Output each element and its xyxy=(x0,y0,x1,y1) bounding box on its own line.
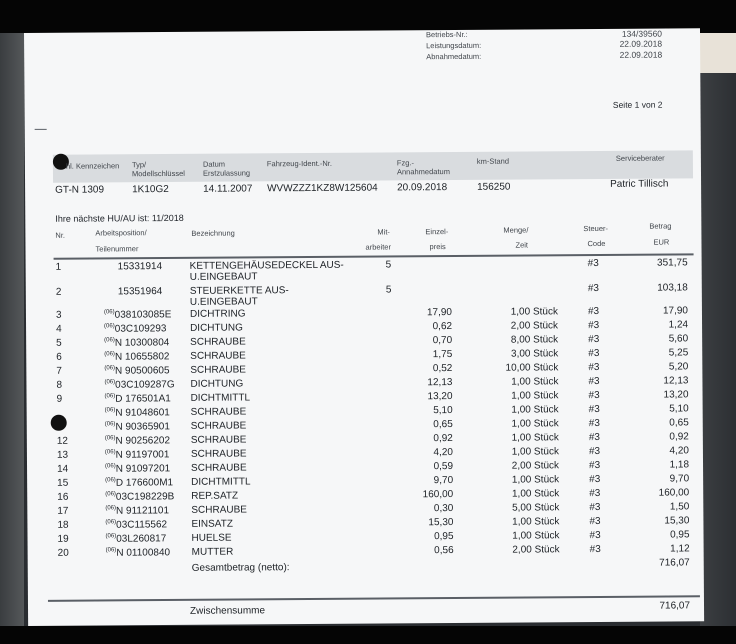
row-qty: 2,00 Stück xyxy=(512,544,560,556)
row-part xyxy=(104,323,194,335)
row-amount: 12,13 xyxy=(663,375,689,387)
row-code: #3 xyxy=(588,417,600,430)
row-amount: 15,30 xyxy=(664,515,690,527)
row-nr: 9 xyxy=(56,393,63,405)
row-price: 5,10 xyxy=(433,405,453,417)
row-qty: 2,00 Stück xyxy=(510,320,559,332)
row-part-number: 15351964 xyxy=(117,286,163,298)
row-nr: 19 xyxy=(57,533,69,545)
row-code: #3 xyxy=(589,473,601,486)
col-steuer-1: Steuer- xyxy=(583,223,609,234)
row-amount: 1,50 xyxy=(669,501,690,513)
row-amount: 5,10 xyxy=(669,403,689,415)
row-part-number: 03C198229B xyxy=(115,491,175,503)
row-code: #3 xyxy=(587,282,599,295)
row-amount: 103,18 xyxy=(657,282,688,294)
row-part-number: 03C109293 xyxy=(114,323,167,335)
row-nr: 7 xyxy=(56,365,62,377)
row-prefix: (06) xyxy=(104,337,115,344)
row-prefix: (06) xyxy=(105,477,116,484)
row-price: 0,95 xyxy=(434,531,454,543)
row-prefix: (06) xyxy=(105,491,116,498)
row-desc1: REP.SATZ xyxy=(191,490,239,502)
row-desc2: U.EINGEBAUT xyxy=(189,271,258,283)
row-part-number: 03C109287G xyxy=(115,379,175,391)
row-nr: 5 xyxy=(56,337,62,349)
row-amount: 0,95 xyxy=(670,529,690,541)
row-price: 0,56 xyxy=(434,545,454,557)
abnahme-value: 22.09.2018 xyxy=(619,49,663,60)
row-prefix: (06) xyxy=(104,421,116,428)
row-part-number: 03C115562 xyxy=(116,519,168,531)
row-part-number: D 176501A1 xyxy=(115,393,171,405)
row-code: #3 xyxy=(589,529,601,542)
row-part-number: N 91197001 xyxy=(115,449,170,461)
row-prefix: (06) xyxy=(104,323,115,330)
row-code: #3 xyxy=(588,445,601,458)
fold-mark xyxy=(35,129,47,130)
row-nr: 4 xyxy=(56,323,62,335)
km-header: km-Stand xyxy=(476,156,510,166)
row-amount: 160,00 xyxy=(658,487,690,499)
leistung-value: 22.09.2018 xyxy=(619,38,663,49)
service-value: Patric Tillisch xyxy=(610,178,669,190)
row-prefix: (06) xyxy=(105,505,117,512)
row-nr: 6 xyxy=(56,351,62,363)
col-steuer-2: Code xyxy=(587,238,606,249)
row-nr: 17 xyxy=(57,505,69,517)
col-pos-2: Teilenummer xyxy=(95,244,139,254)
col-bez: Bezeichnung xyxy=(191,228,235,238)
row-desc1: SCHRAUBE xyxy=(190,406,247,418)
row-mit: 5 xyxy=(385,259,392,271)
row-desc1: EINSATZ xyxy=(191,518,233,530)
row-price: 4,20 xyxy=(433,447,453,459)
betriebs-value: 134/39560 xyxy=(621,28,663,39)
row-price: 0,52 xyxy=(432,363,453,375)
row-part xyxy=(105,435,195,447)
row-price: 0,30 xyxy=(433,503,454,515)
gesamt-label: Gesamtbetrag (netto): xyxy=(191,562,290,574)
datum-value: 14.11.2007 xyxy=(203,183,253,195)
row-price: 0,70 xyxy=(432,335,453,347)
fzg-value: 20.09.2018 xyxy=(397,182,448,194)
row-prefix: (06) xyxy=(104,407,116,414)
row-part xyxy=(104,379,194,391)
row-part-number: 03L260817 xyxy=(116,533,167,545)
row-prefix: (06) xyxy=(104,393,116,400)
row-desc2: U.EINGEBAUT xyxy=(189,296,258,308)
row-prefix: (06) xyxy=(104,351,115,358)
row-desc1: SCHRAUBE xyxy=(190,434,247,446)
row-part xyxy=(105,449,195,461)
row-price: 9,70 xyxy=(433,475,454,487)
row-amount: 9,70 xyxy=(669,473,690,485)
row-nr: 15 xyxy=(57,477,69,489)
background-right xyxy=(700,33,736,626)
row-prefix: (06) xyxy=(104,379,116,386)
row-prefix: (06) xyxy=(105,519,117,526)
row-code: #3 xyxy=(588,375,600,388)
row-price: 15,30 xyxy=(428,517,454,529)
row-desc1: SCHRAUBE xyxy=(190,336,246,348)
row-code: #3 xyxy=(587,257,599,270)
row-amount: 0,65 xyxy=(669,417,689,429)
col-betrag-2: EUR xyxy=(653,237,670,247)
row-qty: 1,00 Stück xyxy=(511,418,559,430)
row-part-number: N 91048601 xyxy=(115,407,170,419)
row-nr: 16 xyxy=(57,491,69,503)
col-mit-1: Mit- xyxy=(377,227,390,237)
row-prefix: (06) xyxy=(105,463,116,470)
row-nr: 1 xyxy=(55,261,62,273)
row-price: 0,65 xyxy=(433,419,453,431)
row-part xyxy=(104,365,194,377)
row-part xyxy=(105,491,195,503)
row-price: 0,62 xyxy=(432,321,453,333)
zwischen-label: Zwischensumme xyxy=(190,605,266,617)
row-code: #3 xyxy=(588,389,600,402)
row-desc1: SCHRAUBE xyxy=(190,420,247,432)
row-desc1: SCHRAUBE xyxy=(191,462,247,474)
row-code: #3 xyxy=(588,431,601,444)
abnahme-label: Abnahmedatum: xyxy=(426,51,482,62)
row-qty: 1,00 Stück xyxy=(511,432,559,444)
row-code: #3 xyxy=(589,501,601,514)
row-part xyxy=(105,393,195,405)
row-price: 13,20 xyxy=(427,391,453,403)
row-qty: 1,00 Stück xyxy=(511,474,560,486)
subtotal-divider xyxy=(48,595,700,601)
row-qty: 1,00 Stück xyxy=(511,488,560,500)
row-desc1: MUTTER xyxy=(191,546,234,558)
row-qty: 5,00 Stück xyxy=(512,502,560,514)
row-price: 1,75 xyxy=(432,349,453,361)
row-code: #3 xyxy=(589,487,601,500)
row-amount: 0,92 xyxy=(669,431,689,443)
row-nr: 18 xyxy=(57,519,69,531)
row-prefix: (06) xyxy=(105,533,117,540)
row-part-number: N 91121101 xyxy=(115,505,170,517)
row-amount: 351,75 xyxy=(656,257,688,269)
row-part-number: 15331914 xyxy=(117,261,163,273)
typ-header: Typ/ Modellschlüssel xyxy=(131,160,185,179)
row-mit: 5 xyxy=(385,284,392,296)
row-nr: 14 xyxy=(57,463,69,475)
row-qty: 1,00 Stück xyxy=(512,516,560,528)
row-amount: 5,60 xyxy=(668,333,689,345)
row-qty: 3,00 Stück xyxy=(510,348,559,360)
fin-header: Fahrzeug-Ident.-Nr. xyxy=(266,158,332,169)
gesamt-value: 716,07 xyxy=(659,557,690,569)
row-qty: 1,00 Stück xyxy=(511,404,559,416)
row-prefix: (06) xyxy=(104,449,116,456)
row-code: #3 xyxy=(588,347,600,360)
row-part-number: N 91097201 xyxy=(115,463,171,475)
row-prefix: (06) xyxy=(103,309,115,316)
row-code: #3 xyxy=(588,319,600,332)
col-pos-1: Arbeitsposition/ xyxy=(95,228,147,238)
fzg-header: Fzg.- Annahmedatum xyxy=(396,158,450,177)
row-amount: 4,20 xyxy=(669,445,689,457)
col-mit-2: arbeiter xyxy=(365,242,391,252)
row-qty: 10,00 Stück xyxy=(505,362,559,374)
row-desc1: SCHRAUBE xyxy=(190,350,246,362)
row-price: 12,13 xyxy=(427,377,453,389)
row-desc1: DICHTMITTL xyxy=(190,392,251,404)
row-amount: 13,20 xyxy=(663,389,689,401)
row-prefix: (06) xyxy=(104,365,116,372)
service-header: Serviceberater xyxy=(615,153,665,163)
row-part xyxy=(106,547,196,559)
row-amount: 5,20 xyxy=(668,361,689,373)
row-desc1: SCHRAUBE xyxy=(191,504,247,516)
row-code: #3 xyxy=(588,333,600,346)
row-code: #3 xyxy=(588,403,600,416)
betriebs-label: Betriebs-Nr.: xyxy=(425,29,468,40)
col-einzel-1: Einzel- xyxy=(425,227,449,237)
col-menge-1: Menge/ xyxy=(503,225,529,235)
row-part-number: N 10655802 xyxy=(114,351,170,363)
row-price: 160,00 xyxy=(422,489,454,501)
datum-header: Datum Erstzulassung xyxy=(202,159,251,178)
row-qty: 1,00 Stück xyxy=(510,306,558,318)
row-code: #3 xyxy=(588,459,601,472)
row-part-number: N 01100840 xyxy=(116,547,171,559)
col-menge-2: Zeit xyxy=(515,240,529,250)
row-desc1: DICHTUNG xyxy=(190,378,244,390)
row-desc1: STEUERKETTE AUS- xyxy=(189,285,289,297)
row-part-number: N 90256202 xyxy=(115,435,171,447)
row-desc1: SCHRAUBE xyxy=(190,364,246,376)
zwischen-value: 716,07 xyxy=(659,600,691,612)
row-nr: 8 xyxy=(56,379,63,391)
background-left xyxy=(0,33,24,626)
row-part-number: 038103085E xyxy=(114,309,172,321)
invoice-paper xyxy=(24,28,704,626)
row-desc1: KETTENGEHÄUSEDECKEL AUS- xyxy=(189,259,344,272)
row-qty: 2,00 Stück xyxy=(511,460,560,472)
row-price: 0,92 xyxy=(433,433,453,445)
col-nr: Nr. xyxy=(55,230,66,240)
row-qty: 1,00 Stück xyxy=(511,390,559,402)
row-qty xyxy=(470,283,558,284)
page-number: Seite 1 von 2 xyxy=(612,99,663,110)
row-code: #3 xyxy=(589,515,601,528)
row-part xyxy=(105,463,195,475)
row-part xyxy=(104,309,194,321)
row-price: 17,90 xyxy=(426,307,453,319)
next-hu-text: Ihre nächste HU/AU ist: 11/2018 xyxy=(55,212,184,224)
row-part xyxy=(104,351,194,363)
row-part xyxy=(105,407,195,419)
fin-value: WVWZZZ1KZ8W125604 xyxy=(267,182,378,195)
row-desc1: SCHRAUBE xyxy=(190,448,247,460)
punch-hole xyxy=(51,415,67,431)
row-nr: 12 xyxy=(56,435,69,447)
kennzeichen-header: hl. Kennzeichen xyxy=(65,161,120,171)
kennzeichen-value: GT-N 1309 xyxy=(55,184,105,196)
col-einzel-2: preis xyxy=(429,242,446,252)
row-part xyxy=(105,533,195,545)
row-part xyxy=(105,505,195,517)
typ-value: 1K10G2 xyxy=(132,183,169,196)
row-price: 0,59 xyxy=(433,461,454,473)
row-amount: 1,12 xyxy=(670,543,690,555)
row-part xyxy=(105,519,195,531)
row-desc1: DICHTUNG xyxy=(190,322,243,334)
bottom-black-bar xyxy=(0,626,736,644)
row-nr: 13 xyxy=(56,449,69,461)
row-amount: 1,24 xyxy=(668,319,689,331)
row-part xyxy=(105,421,195,433)
km-value: 156250 xyxy=(477,181,511,193)
row-part-number: D 176600M1 xyxy=(115,477,174,489)
row-prefix: (06) xyxy=(105,547,117,554)
col-betrag-1: Betrag xyxy=(649,221,672,231)
row-prefix: (06) xyxy=(104,435,116,442)
leistung-label: Leistungsdatum: xyxy=(426,40,482,51)
row-desc1: HUELSE xyxy=(191,532,232,544)
row-code: #3 xyxy=(587,305,600,318)
row-nr: 20 xyxy=(57,547,69,559)
row-qty: 8,00 Stück xyxy=(510,334,559,346)
row-amount: 17,90 xyxy=(662,305,688,317)
row-part-number: N 90365901 xyxy=(115,421,170,433)
row-code: #3 xyxy=(588,361,600,374)
row-amount: 1,18 xyxy=(669,459,690,471)
row-part-number: N 10300804 xyxy=(114,337,170,349)
row-qty: 1,00 Stück xyxy=(511,446,559,458)
row-desc1: DICHTMITTL xyxy=(191,476,251,488)
row-nr: 2 xyxy=(55,286,62,298)
row-part-number: N 90500605 xyxy=(114,365,170,377)
row-code: #3 xyxy=(589,543,601,556)
row-qty: 1,00 Stück xyxy=(512,530,560,542)
row-amount: 5,25 xyxy=(668,347,689,359)
row-part xyxy=(104,337,194,349)
row-part xyxy=(105,477,195,489)
row-qty xyxy=(470,258,558,259)
row-nr: 3 xyxy=(55,309,62,321)
row-desc1: DICHTRING xyxy=(189,308,246,320)
row-qty: 1,00 Stück xyxy=(511,376,559,388)
